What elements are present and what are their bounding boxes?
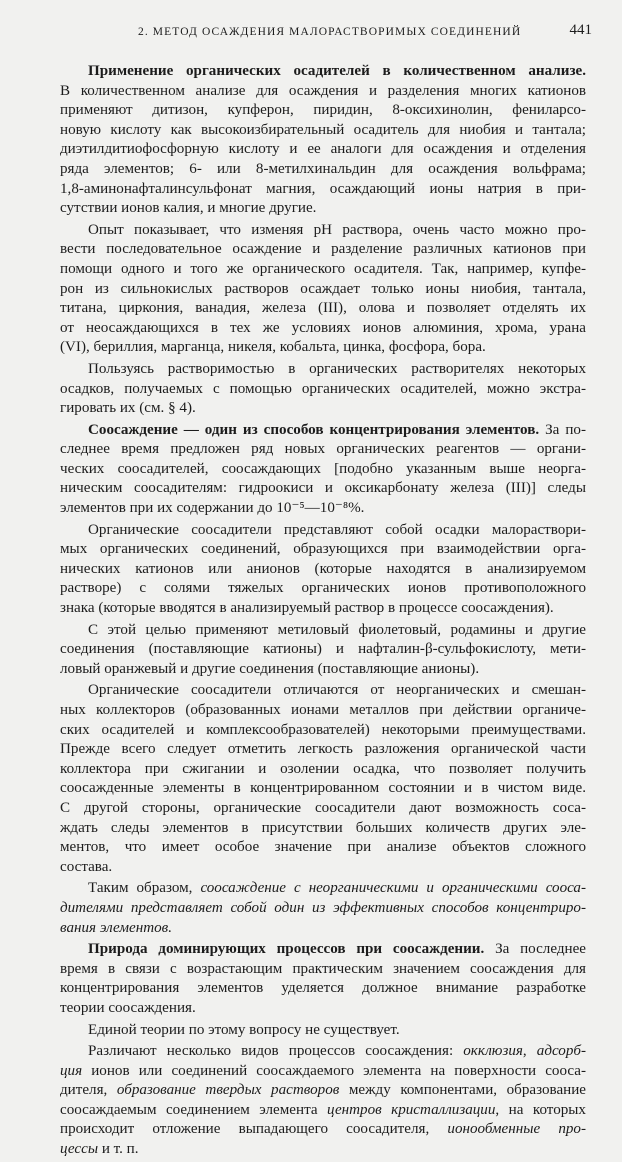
text-run: гировать их (см. § 4). (60, 400, 196, 417)
text-run: Пользуясь растворимостью в органических растворителях некоторых (88, 360, 586, 377)
text-run: Органические соосадители отличаются от неорганических и смешан- (88, 682, 586, 699)
text-run: концентрирования элементов уделяется должное внимание разработке (60, 980, 586, 997)
text-line (60, 101, 586, 121)
text-run: помощи одного и того же органического осадителя. Так, например, купфе- (60, 260, 586, 277)
text-run: В количественном анализе для осаждения и разделения многих катионов (60, 82, 586, 99)
text-run: соосажденные элементы в концентрированном состоянии и в чистом виде. (60, 780, 586, 797)
text-run: За по- (539, 421, 586, 438)
text-run: применяют дитизон, купферон, пиридин, 8-оксихинолин, фениларсо- (60, 102, 586, 119)
text-run: между компонентами, образование (339, 1082, 586, 1099)
text-line (60, 1062, 586, 1082)
paragraph (60, 421, 586, 519)
text-line (60, 858, 586, 878)
text-run: Единой теории по этому вопросу не существует. (88, 1021, 400, 1038)
text-line (60, 280, 586, 300)
text-line (60, 899, 586, 919)
text-line (60, 521, 586, 541)
text-line (60, 319, 586, 339)
text-run: ловый оранжевый и другие соединения (поставляющие анионы). (60, 660, 480, 677)
text-line (60, 62, 586, 82)
text-line (60, 380, 586, 400)
text-line (60, 701, 586, 721)
text-run: диэтилдитиофосфорную кислоту и ее аналоги для осаждения и отделения (60, 141, 586, 158)
italic-run: дителями представляет собой один из эффективных способов концентриро- (60, 899, 586, 916)
text-line (60, 140, 586, 160)
text-run: элементов при их содержании до 10⁻⁵—10⁻⁸%. (60, 500, 365, 517)
text-run: Органические соосадители представляют собой осадки малораствори- (88, 521, 586, 538)
text-line (60, 599, 586, 619)
bold-run: Природа доминирующих процессов при соосаждении. (88, 941, 485, 958)
text-line (60, 838, 586, 858)
bold-run: Применение органических осадителей в количественном анализе. (88, 63, 586, 79)
paragraph (60, 521, 586, 619)
text-run: соосаждаемым соединением элемента (60, 1101, 328, 1118)
text-line (60, 479, 586, 499)
text-line (60, 199, 586, 219)
bold-run: Соосаждение — один из способов концентрирования элементов. (88, 421, 540, 438)
text-line (60, 399, 586, 419)
text-run: ных коллекторов (образованных ионами металлов при действии органиче- (60, 702, 586, 718)
text-run: ских осадителей и комплексообразователей) некоторыми преимуществами. (60, 721, 586, 738)
paragraph (60, 1042, 586, 1160)
page-header (60, 22, 592, 44)
text-run: состава. (60, 858, 113, 875)
paragraph (60, 879, 586, 938)
text-run: С другой стороны, органические соосадители дают возможность соса- (60, 799, 586, 816)
text-run: За последнее (484, 941, 586, 958)
text-run: ждать следы элементов в присутствии больших количеств других эле- (60, 819, 586, 836)
text-line (60, 1140, 586, 1160)
text-run: следнее время предложен ряд новых органических реагентов — органи- (60, 441, 586, 458)
text-run: нических катионов или анионов (которые находятся в анализируемом (60, 560, 586, 577)
text-run: ническим соосадителям: гидроокиси и оксикарбонату железа (III)] следы (60, 480, 586, 497)
text-run: дителя, (60, 1082, 117, 1099)
text-line (60, 1120, 586, 1140)
paragraph (60, 940, 586, 1018)
text-run: соединения (поставляющие катионы) и нафталин-β-сульфокислоту, мети- (60, 641, 586, 658)
text-run: и т. п. (98, 1141, 139, 1158)
paragraph (60, 621, 586, 680)
text-line (60, 82, 586, 102)
text-line (60, 640, 586, 660)
italic-run: адсорб- (536, 1043, 586, 1060)
paragraph (60, 62, 586, 219)
text-run: Прежде всего следует отметить легкость разложения органической части (60, 741, 586, 758)
text-line (60, 1042, 586, 1062)
text-run: , на которых (495, 1101, 586, 1118)
italic-run: цессы (60, 1141, 99, 1158)
paragraph (60, 1021, 586, 1041)
text-line (60, 979, 586, 999)
text-line (60, 499, 586, 519)
italic-run: вания элементов. (60, 919, 172, 936)
text-run: ментов, что имеет особое значение при анализе объектов сложного (60, 839, 586, 856)
text-run: ческих соосадителей, соосаждающих [подобно указанным выше неорга- (60, 460, 586, 477)
text-line (60, 560, 586, 580)
text-run: вести последовательное осаждение и разделение различных катионов при (60, 241, 586, 258)
text-run: 1,8-аминонафталинсульфонат магния, осаждающий ионы натрия в при- (60, 180, 586, 197)
text-line (60, 260, 586, 280)
text-run: , (522, 1043, 537, 1060)
text-line (60, 338, 586, 358)
text-run: теории соосаждения. (60, 999, 196, 1016)
text-line (60, 121, 586, 141)
text-line (60, 779, 586, 799)
text-line (60, 540, 586, 560)
text-run: коллектора при сжигании и озолении осадка, что позволяет получить (60, 760, 586, 777)
text-line (60, 440, 586, 460)
italic-run: ция (60, 1062, 83, 1079)
text-line (60, 999, 586, 1019)
text-line (60, 960, 586, 980)
text-line (60, 579, 586, 599)
text-line (60, 919, 586, 939)
text-run: новую кислоту как высокоизбирательный осадитель для ниобия и тантала; (60, 121, 586, 138)
text-line (60, 360, 586, 380)
text-run: ряда элементов; 6- или 8-метилхинальдин для осаждения вольфрама; (60, 160, 586, 177)
text-run: от неосаждающихся в тех же условиях ионов алюминия, хрома, урана (60, 319, 586, 336)
text-line (60, 681, 586, 701)
italic-run: образование твердых растворов (116, 1082, 340, 1099)
text-run: сутствии ионов калия, и многие другие. (60, 200, 317, 217)
text-run: растворе) с солями тяжелых органических ионов противоположного (60, 580, 586, 597)
text-line (60, 180, 586, 200)
paragraph (60, 221, 586, 358)
text-line (60, 819, 586, 839)
text-line (60, 799, 586, 819)
text-run: мых органических соединений, образующихся при взаимодействии орга- (60, 541, 586, 558)
text-line (60, 760, 586, 780)
text-line (60, 621, 586, 641)
text-run: знака (которые вводятся в анализируемый раствор в процессе соосаждения). (60, 600, 554, 617)
text-line (60, 721, 586, 741)
text-run: время в связи с возрастающим практическим значением соосаждения для (60, 960, 586, 977)
text-line (60, 1101, 586, 1121)
paragraph (60, 681, 586, 877)
text-run: ионов или соединений соосаждаемого элемента на поверхности сооса- (82, 1062, 586, 1079)
paragraph (60, 360, 586, 419)
text-run: происходит отложение выпадающего соосадителя, (60, 1121, 448, 1138)
text-line (60, 240, 586, 260)
text-line (60, 1021, 586, 1041)
text-line (60, 1081, 586, 1101)
text-line (60, 221, 586, 241)
text-run: (VI), бериллия, марганца, никеля, кобальта, цинка, фосфора, бора. (60, 339, 486, 356)
text-run: рон из сильнокислых растворов осаждает только ионы ниобия, тантала, (60, 280, 586, 297)
text-line (60, 660, 586, 680)
text-line (60, 299, 586, 319)
body-text (60, 62, 586, 1162)
italic-run: соосаждение с неорганическими и органическими сооса- (200, 880, 586, 897)
italic-run: центров кристаллизации (327, 1101, 496, 1118)
running-head: 2. МЕТОД ОСАЖДЕНИЯ МАЛОРАСТВОРИМЫХ СОЕДИНЕНИЙ (138, 26, 522, 38)
text-line (60, 940, 586, 960)
text-line (60, 740, 586, 760)
text-line (60, 421, 586, 441)
text-line (60, 460, 586, 480)
page-number: 441 (569, 22, 592, 38)
text-run: С этой целью применяют метиловый фиолетовый, родамины и другие (88, 621, 586, 638)
italic-run: ионообменные про- (447, 1121, 586, 1138)
text-run: Различают несколько видов процессов соосаждения: (88, 1043, 464, 1060)
text-run: Таким образом, (88, 880, 201, 897)
italic-run: окклюзия (463, 1043, 523, 1060)
text-line (60, 160, 586, 180)
text-run: Опыт показывает, что изменяя pH раствора, очень часто можно про- (88, 221, 586, 238)
text-run: осадков, получаемых с помощью органических осадителей, можно экстра- (60, 380, 586, 397)
text-line (60, 879, 586, 899)
text-run: титана, циркония, ванадия, железа (III), олова и позволяет отделять их (60, 300, 586, 317)
